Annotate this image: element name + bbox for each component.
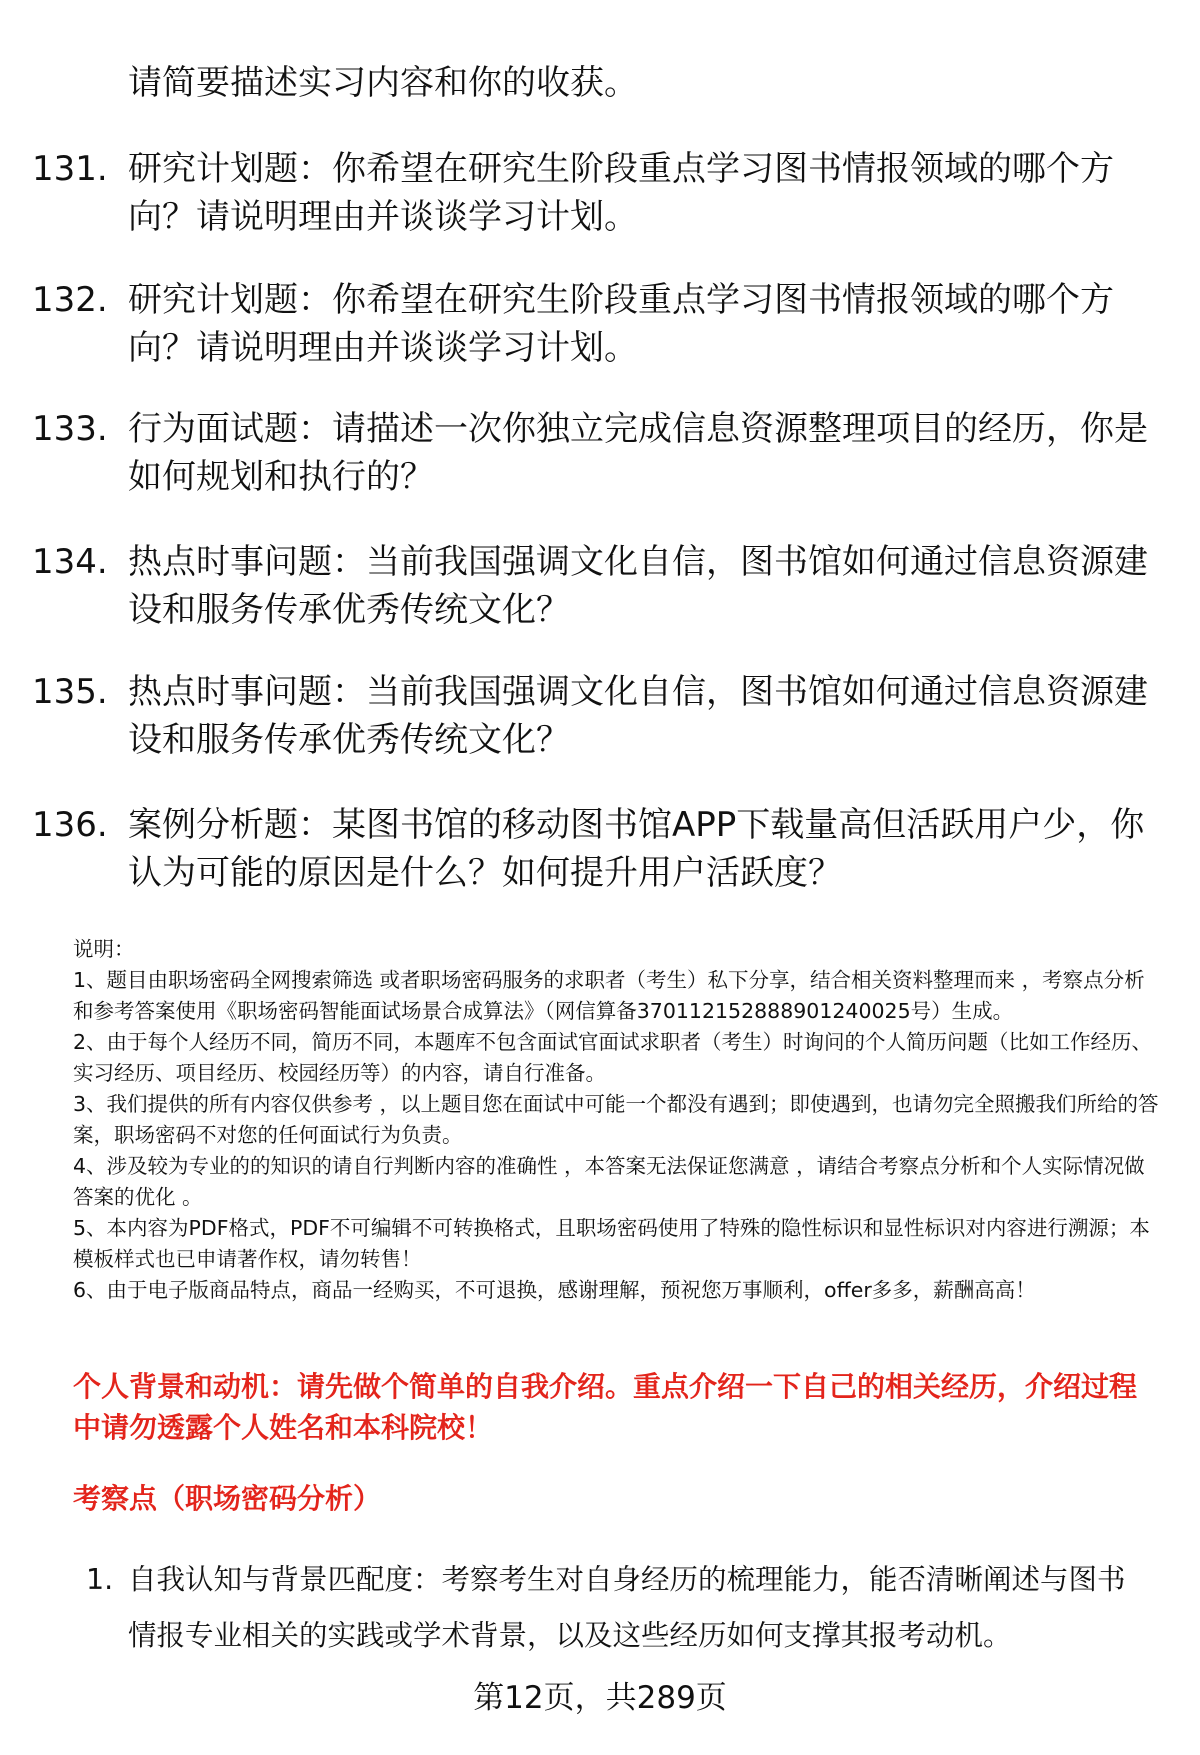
question-number: 136.: [32, 805, 108, 845]
notes-section: [73, 934, 1163, 1306]
analysis-item-number: 1.: [86, 1563, 114, 1596]
section-heading: 个人背景和动机：请先做个简单的自我介绍。重点介绍一下自己的相关经历，介绍过程中请勿透露个人姓名和本科院校！: [73, 1370, 1138, 1444]
note-item: 6、由于电子版商品特点，商品一经购买，不可退换，感谢理解，预祝您万事顺利，offer多多，薪酬高高！: [73, 1278, 1036, 1302]
note-item: 2、由于每个人经历不同，简历不同，本题库不包含面试官面试求职者（考生）时询问的个人简历问题（比如工作经历、实习经历、项目经历、校园经历等）的内容，请自行准备。: [73, 1030, 1153, 1085]
question-text: 热点时事问题：当前我国强调文化自信，图书馆如何通过信息资源建设和服务传承优秀传统文化？: [128, 542, 1148, 630]
question-number: 133.: [32, 409, 108, 449]
question-number: 132.: [32, 280, 108, 320]
note-item: 1、题目由职场密码全网搜索筛选 或者职场密码服务的求职者（考生）私下分享，结合相关资料整理而来 ，考察点分析和参考答案使用《职场密码智能面试场景合成算法》（网信算备370112152888901240025号）生成。: [73, 968, 1145, 1023]
question-number: 134.: [32, 542, 108, 582]
question-number: 135.: [32, 672, 108, 712]
analysis-item-text: 自我认知与背景匹配度：考察考生对自身经历的梳理能力，能否清晰阐述与图书情报专业相关的实践或学术背景，以及这些经历如何支撑其报考动机。: [128, 1563, 1126, 1652]
question-number: 131.: [32, 149, 108, 189]
note-item: 3、我们提供的所有内容仅供参考 ，以上题目您在面试中可能一个都没有遇到；即使遇到，也请勿完全照搬我们所给的答案，职场密码不对您的任何面试行为负责。: [73, 1092, 1159, 1147]
question-text: 热点时事问题：当前我国强调文化自信，图书馆如何通过信息资源建设和服务传承优秀传统文化？: [128, 672, 1148, 760]
question-text: 研究计划题：你希望在研究生阶段重点学习图书情报领域的哪个方向？请说明理由并谈谈学习计划。: [128, 280, 1114, 368]
question-text: 研究计划题：你希望在研究生阶段重点学习图书情报领域的哪个方向？请说明理由并谈谈学习计划。: [128, 149, 1114, 237]
notes-title: 说明：: [73, 937, 135, 961]
page-footer: 第12页，共289页: [473, 1680, 727, 1716]
note-item: 5、本内容为PDF格式，PDF不可编辑不可转换格式，且职场密码使用了特殊的隐性标识和显性标识对内容进行溯源；本模板样式也已申请著作权，请勿转售！: [73, 1216, 1150, 1271]
question-text: 行为面试题：请描述一次你独立完成信息资源整理项目的经历，你是如何规划和执行的？: [128, 409, 1148, 497]
note-item: 4、涉及较为专业的的知识的请自行判断内容的准确性 ，本答案无法保证您满意 ，请结合考察点分析和个人实际情况做答案的优化 。: [73, 1154, 1145, 1209]
continuation-text: 请简要描述实习内容和你的收获。: [128, 63, 638, 103]
question-text: 案例分析题：某图书馆的移动图书馆APP下载量高但活跃用户少，你认为可能的原因是什么？如何提升用户活跃度？: [128, 805, 1145, 893]
analysis-heading: 考察点（职场密码分析）: [73, 1482, 382, 1515]
